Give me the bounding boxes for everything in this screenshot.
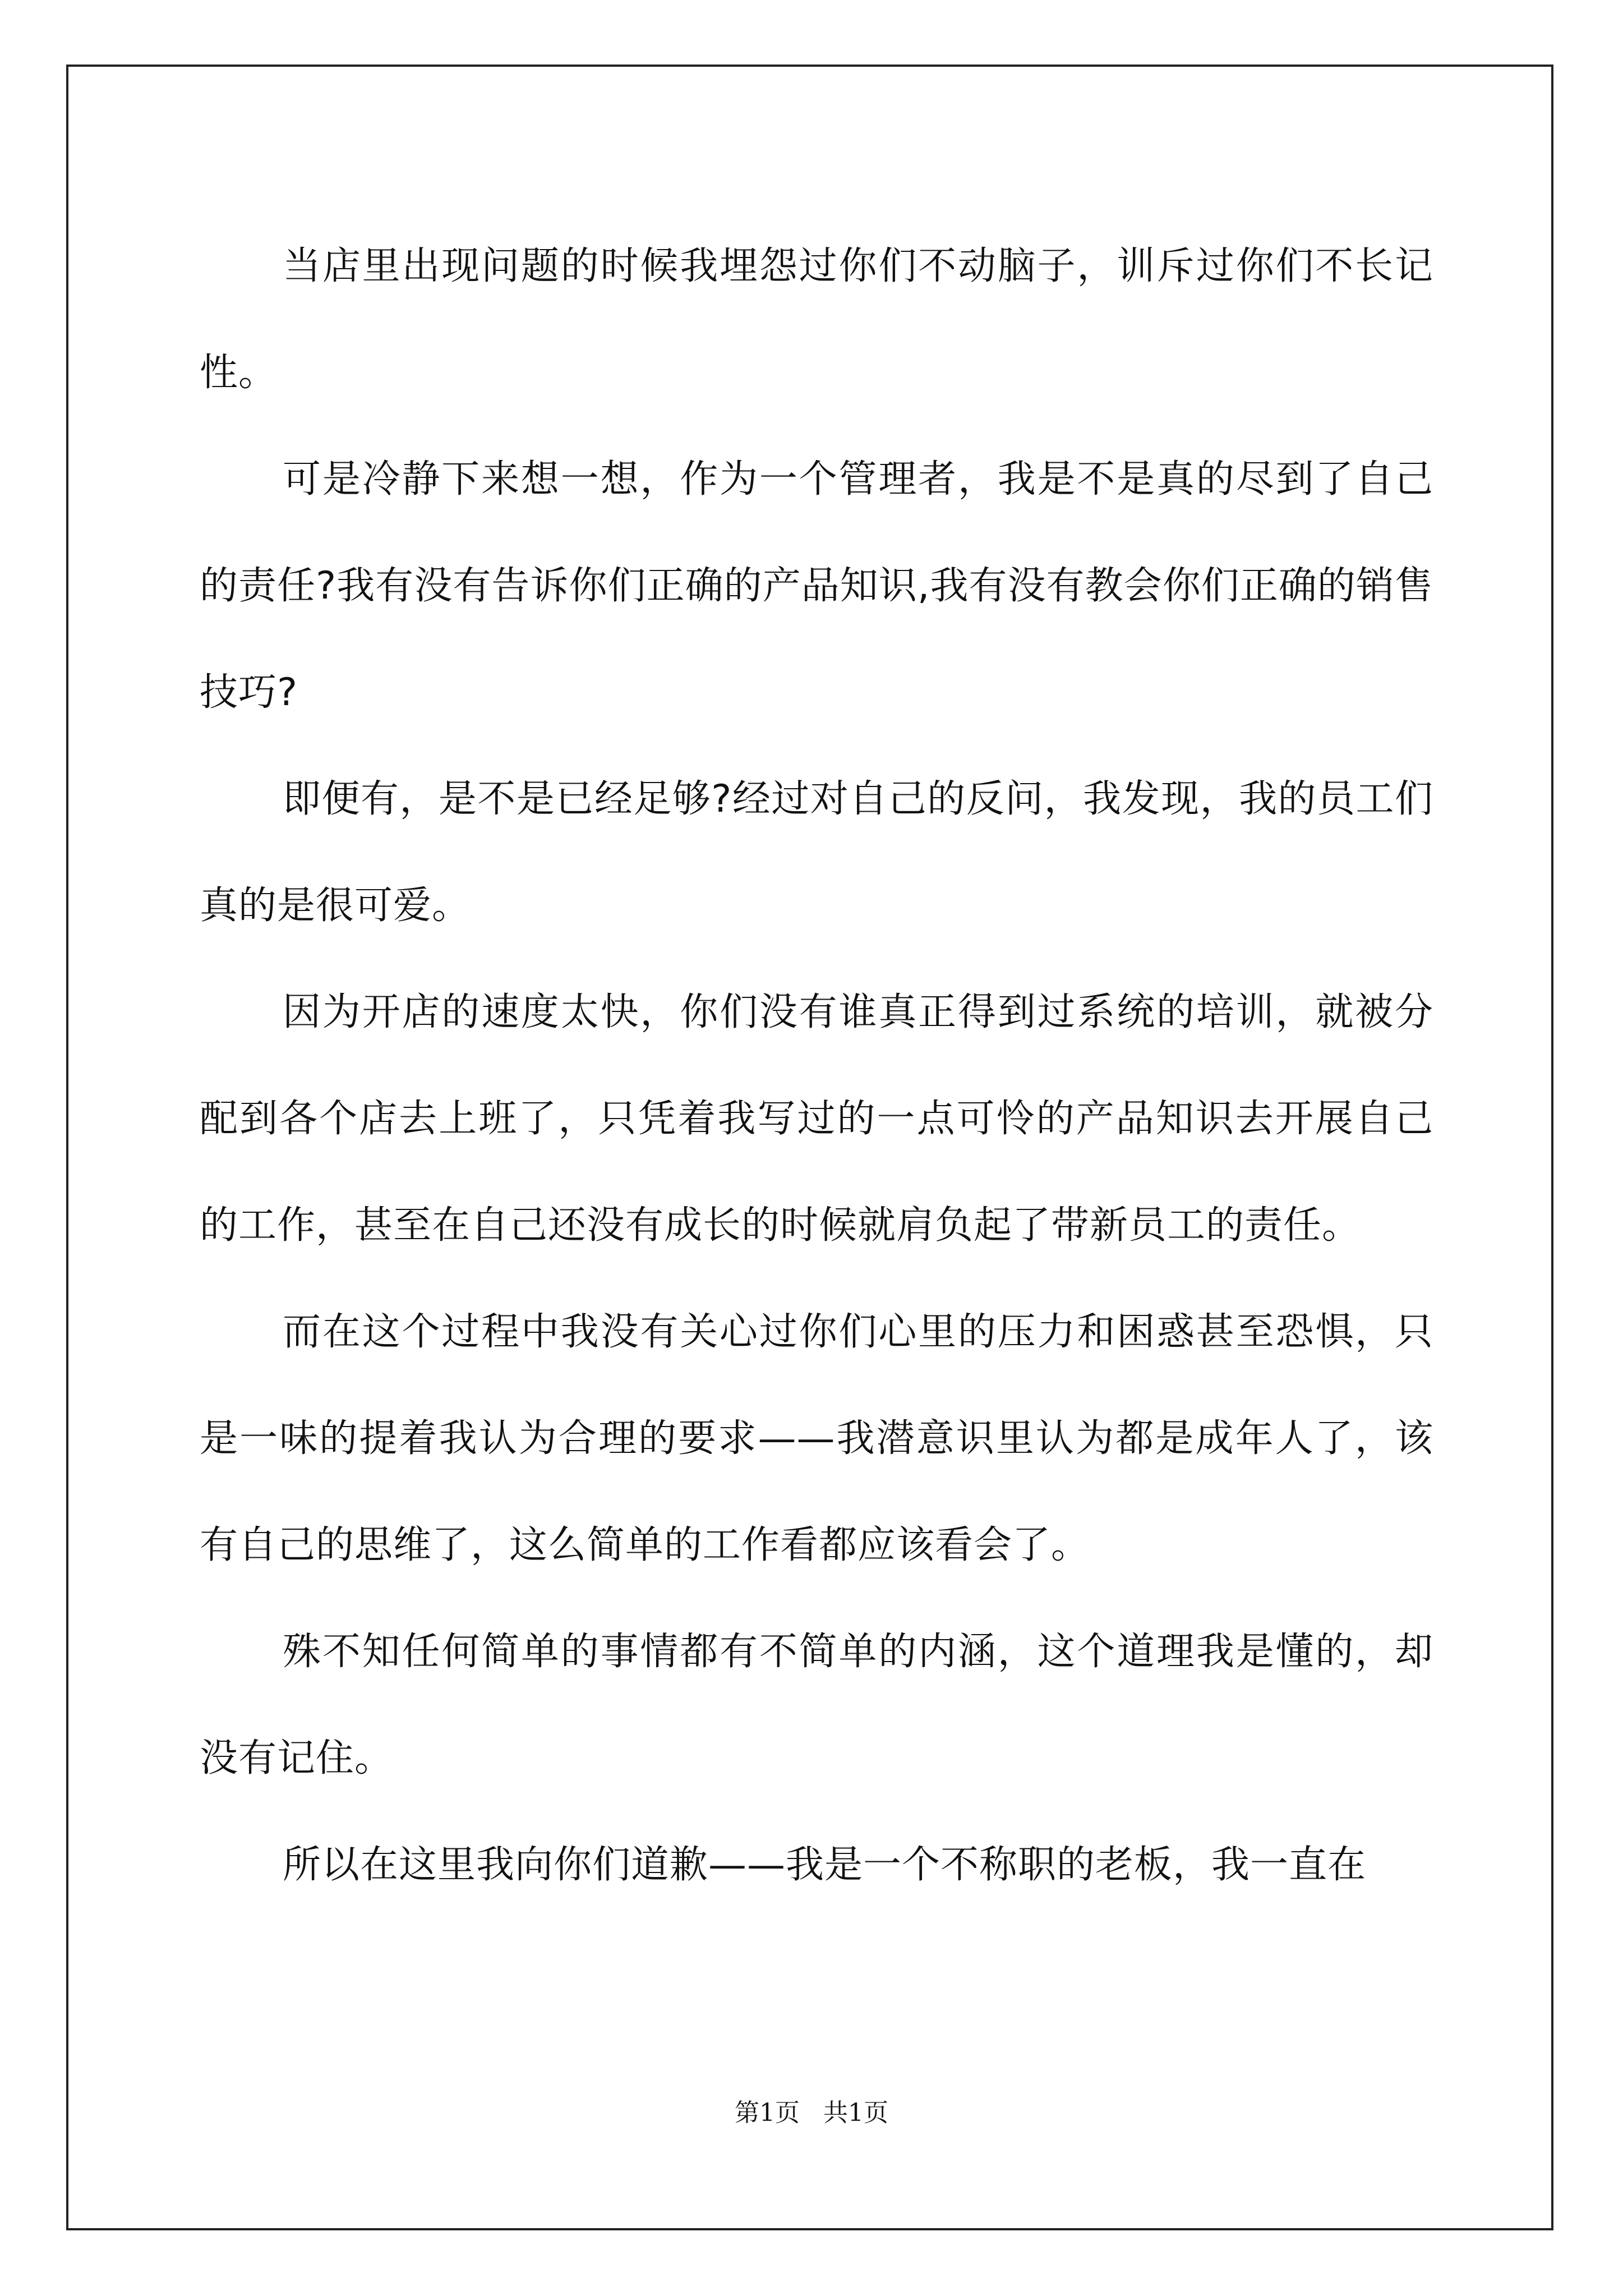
document-body <box>200 213 1433 1918</box>
page-footer <box>0 2092 1623 2128</box>
paragraph: 所以在这里我向你们道歉——我是一个不称职的老板，我一直在 <box>283 1843 1367 1887</box>
paragraph: 即便有，是不是已经足够?经过对自己的反问，我发现，我的员工们真的是很可爱。 <box>200 777 1433 928</box>
paragraph: 当店里出现问题的时候我埋怨过你们不动脑子，训斥过你们不长记性。 <box>200 244 1433 395</box>
page-total: 共1页 <box>823 2099 888 2127</box>
paragraph: 殊不知任何简单的事情都有不简单的内涵，这个道理我是懂的，却没有记住。 <box>200 1630 1433 1780</box>
paragraph: 因为开店的速度太快，你们没有谁真正得到过系统的培训，就被分配到各个店去上班了，只凭着我写过的一点可怜的产品知识去开展自己的工作，甚至在自己还没有成长的时候就肩负起了带新员工的责任。 <box>200 990 1433 1248</box>
paragraph: 可是冷静下来想一想，作为一个管理者，我是不是真的尽到了自己的责任?我有没有告诉你们正确的产品知识,我有没有教会你们正确的销售技巧? <box>200 457 1433 715</box>
paragraph: 而在这个过程中我没有关心过你们心里的压力和困惑甚至恐惧，只是一味的提着我认为合理的要求——我潜意识里认为都是成年人了，该有自己的思维了，这么简单的工作看都应该看会了。 <box>200 1310 1433 1567</box>
page-number: 第1页 <box>735 2099 800 2127</box>
